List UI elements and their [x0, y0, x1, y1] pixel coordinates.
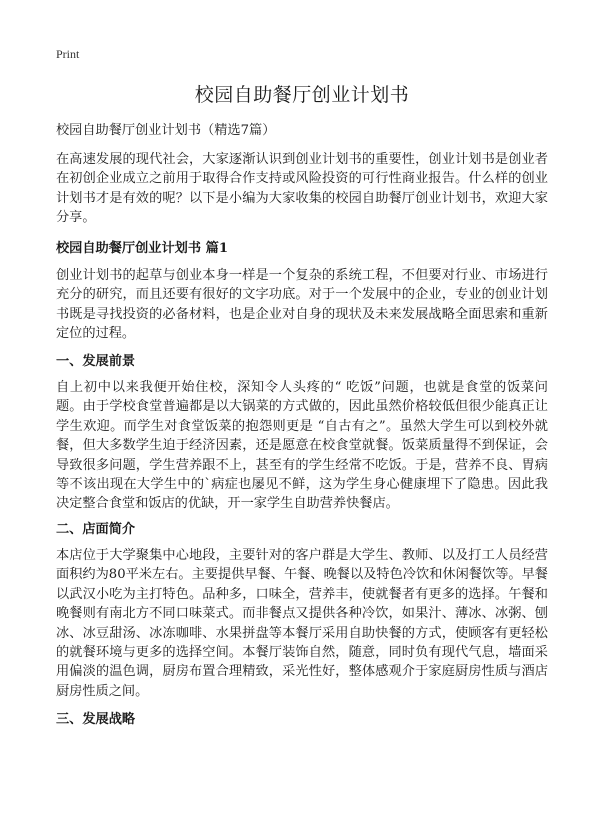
intro-paragraph: 在高速发展的现代社会，大家逐渐认识到创业计划书的重要性，创业计划书是创业者在初创企业成立之前用于取得合作支持或风险投资的可行性商业报告。什么样的创业计划书才是有效的呢？以下是小编为大家收集的校园自助餐厅创业计划书，欢迎大家分享。: [56, 152, 548, 226]
print-label[interactable]: Print: [56, 47, 80, 61]
heading-development-strategy: 三、发展战略: [56, 712, 136, 727]
heading-store-introduction: 二、店面简介: [56, 522, 136, 537]
section-title: 校园自助餐厅创业计划书 篇1: [56, 241, 229, 256]
document-subtitle: 校园自助餐厅创业计划书（精选7篇）: [56, 123, 276, 138]
paragraph-development-prospects: 自上初中以来我便开始住校，深知令人头疼的“ 吃饭”问题，也就是食堂的饭菜问题。由于学校食堂普遍都是以大锅菜的方式做的，因此虽然价格较低但很少能真正让学生欢迎。而学生对食堂饭菜的抱怨则更是 “自古有之”。虽然大学生可以到校外就餐，但大多数学生迫于经济因素，还是愿意在校食堂就餐。饭菜质量得不到保证，会导致很多问题，学生营养跟不上，甚至有的学生经常不吃饭。于是，营养不良、胃病等不该出现在大学生中的`病症也屡见不鲜，这为学生身心健康埋下了隐患。因此我决定整合食堂和饭店的优缺，开一家学生自助营养快餐店。: [56, 380, 548, 512]
heading-development-prospects: 一、发展前景: [56, 354, 136, 369]
paragraph-store-introduction: 本店位于大学聚集中心地段，主要针对的客户群是大学生、教师、以及打工人员经营面积约为80平米左右。主要提供早餐、午餐、晚餐以及特色冷饮和休闲餐饮等。早餐以武汉小吃为主打特色。品种多，口味全，营养丰，使就餐者有更多的选择。午餐和晚餐则有南北方不同口味菜式。而非餐点又提供各种冷饮，如果汁、薄冰、冰粥、刨冰、冰豆甜汤、冰冻咖啡、水果拼盘等本餐厅采用自助快餐的方式，使顾客有更轻松的就餐环境与更多的选择空间。本餐厅装饰自然，随意，同时负有现代气息，墙面采用偏淡的温色调，厨房布置合理精致，采光性好，整体感观介于家庭厨房性质与酒店厨房性质之间。: [56, 548, 548, 699]
section-intro-paragraph: 创业计划书的起草与创业本身一样是一个复杂的系统工程，不但要对行业、市场进行充分的研究，而且还要有很好的文字功底。对于一个发展中的企业，专业的创业计划书既是寻找投资的必备材料，也是企业对自身的现状及未来发展战略全面思索和重新定位的过程。: [56, 268, 548, 342]
document-title: 校园自助餐厅创业计划书: [194, 84, 410, 106]
